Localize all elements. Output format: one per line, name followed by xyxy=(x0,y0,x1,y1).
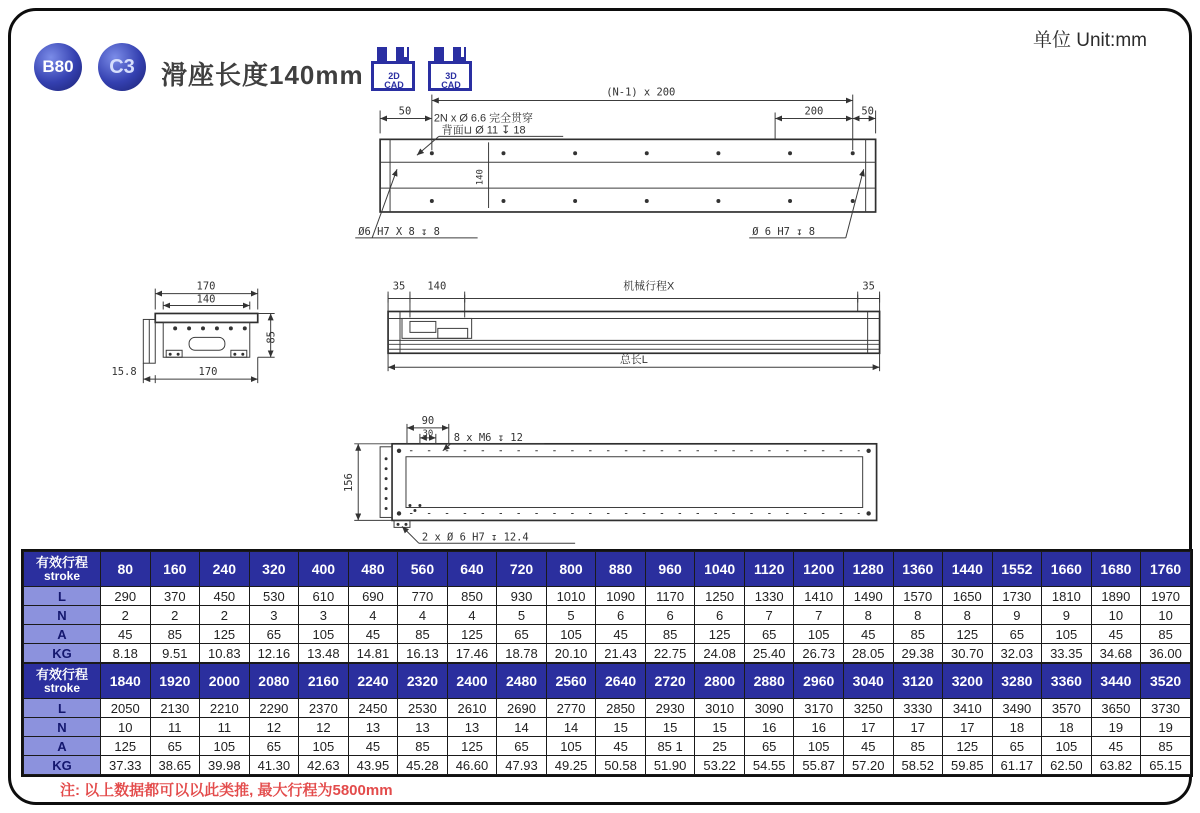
value-cell: 65 xyxy=(744,737,794,756)
stroke-value-header: 2080 xyxy=(249,664,299,699)
value-cell: 105 xyxy=(1042,625,1092,644)
value-cell: 45 xyxy=(596,625,646,644)
value-cell: 12 xyxy=(299,718,349,737)
page-title: 滑座长度140mm xyxy=(161,60,364,90)
stroke-table-2 xyxy=(23,663,1191,775)
value-cell: 770 xyxy=(398,587,448,606)
dim-35-left: 35 xyxy=(392,280,406,293)
dim-156: 156 xyxy=(343,473,356,493)
dim-200: 200 xyxy=(804,105,824,118)
stroke-value-header: 2000 xyxy=(200,664,250,699)
value-cell: 47.93 xyxy=(497,756,547,775)
value-cell: 32.03 xyxy=(992,644,1042,663)
value-cell: 14 xyxy=(546,718,596,737)
value-cell: 51.90 xyxy=(645,756,695,775)
value-cell: 10.83 xyxy=(200,644,250,663)
stroke-header-label: 有效行程 stroke xyxy=(24,664,101,699)
pin-note-bottom: 2 x Ø 6 H7 ↧ 12.4 xyxy=(421,531,529,544)
value-cell: 1170 xyxy=(645,587,695,606)
row-label: A xyxy=(24,625,101,644)
value-cell: 65 xyxy=(249,737,299,756)
value-cell: 2930 xyxy=(645,699,695,718)
value-cell: 85 xyxy=(893,625,943,644)
stroke-value-header: 1360 xyxy=(893,552,943,587)
value-cell: 12 xyxy=(249,718,299,737)
stroke-value-header: 2880 xyxy=(744,664,794,699)
value-cell: 4 xyxy=(398,606,448,625)
mech-stroke-label: 机械行程X xyxy=(623,280,675,293)
value-cell: 25 xyxy=(695,737,745,756)
series-badge: C3 xyxy=(98,43,146,91)
stroke-value-header: 1760 xyxy=(1141,552,1191,587)
value-cell: 17 xyxy=(893,718,943,737)
value-cell: 19 xyxy=(1091,718,1141,737)
stroke-value-header: 640 xyxy=(447,552,497,587)
stroke-value-header: 80 xyxy=(101,552,151,587)
stroke-value-header: 720 xyxy=(497,552,547,587)
value-cell: 17 xyxy=(843,718,893,737)
value-cell: 125 xyxy=(943,625,993,644)
stroke-value-header: 1120 xyxy=(744,552,794,587)
value-cell: 45 xyxy=(348,737,398,756)
dim-170-top: 170 xyxy=(196,280,216,293)
value-cell: 2610 xyxy=(447,699,497,718)
value-cell: 65 xyxy=(992,737,1042,756)
stroke-value-header: 1920 xyxy=(150,664,200,699)
stroke-value-header: 240 xyxy=(200,552,250,587)
value-cell: 1330 xyxy=(744,587,794,606)
stroke-value-header: 960 xyxy=(645,552,695,587)
stroke-value-header: 480 xyxy=(348,552,398,587)
value-cell: 105 xyxy=(299,737,349,756)
stroke-value-header: 320 xyxy=(249,552,299,587)
stroke-value-header: 2640 xyxy=(596,664,646,699)
value-cell: 1970 xyxy=(1141,587,1191,606)
value-cell: 125 xyxy=(695,625,745,644)
value-cell: 9.51 xyxy=(150,644,200,663)
value-cell: 3490 xyxy=(992,699,1042,718)
value-cell: 1650 xyxy=(943,587,993,606)
stroke-value-header: 2560 xyxy=(546,664,596,699)
value-cell: 1890 xyxy=(1091,587,1141,606)
stroke-value-header: 3200 xyxy=(943,664,993,699)
value-cell: 7 xyxy=(794,606,844,625)
value-cell: 530 xyxy=(249,587,299,606)
value-cell: 2 xyxy=(101,606,151,625)
value-cell: 2 xyxy=(150,606,200,625)
value-cell: 370 xyxy=(150,587,200,606)
value-cell: 26.73 xyxy=(794,644,844,663)
stroke-value-header: 400 xyxy=(299,552,349,587)
value-cell: 105 xyxy=(1042,737,1092,756)
value-cell: 1010 xyxy=(546,587,596,606)
stroke-value-header: 1552 xyxy=(992,552,1042,587)
value-cell: 125 xyxy=(200,625,250,644)
value-cell: 2450 xyxy=(348,699,398,718)
cad-3d-label: 3D CAD xyxy=(441,71,461,90)
stroke-value-header: 1200 xyxy=(794,552,844,587)
value-cell: 29.38 xyxy=(893,644,943,663)
value-cell: 85 xyxy=(398,625,448,644)
value-cell: 105 xyxy=(299,625,349,644)
value-cell: 65 xyxy=(497,737,547,756)
value-cell: 6 xyxy=(695,606,745,625)
value-cell: 11 xyxy=(150,718,200,737)
side-view-drawing xyxy=(388,279,880,372)
value-cell: 2210 xyxy=(200,699,250,718)
row-label: N xyxy=(24,718,101,737)
value-cell: 9 xyxy=(1042,606,1092,625)
value-cell: 55.87 xyxy=(794,756,844,775)
value-cell: 1090 xyxy=(596,587,646,606)
value-cell: 33.35 xyxy=(1042,644,1092,663)
value-cell: 8.18 xyxy=(101,644,151,663)
row-label: A xyxy=(24,737,101,756)
value-cell: 2770 xyxy=(546,699,596,718)
value-cell: 21.43 xyxy=(596,644,646,663)
value-cell: 2370 xyxy=(299,699,349,718)
value-cell: 1250 xyxy=(695,587,745,606)
hole-note-line1: 2N x Ø 6.6 完全贯穿 xyxy=(433,112,533,125)
value-cell: 45 xyxy=(1091,737,1141,756)
dim-170-bottom: 170 xyxy=(198,366,218,379)
stroke-value-header: 2960 xyxy=(794,664,844,699)
value-cell: 1410 xyxy=(794,587,844,606)
value-cell: 45 xyxy=(348,625,398,644)
hole-note-line2: 背面⊔ Ø 11 ↧ 18 xyxy=(441,124,526,137)
value-cell: 85 xyxy=(893,737,943,756)
value-cell: 65.15 xyxy=(1141,756,1191,775)
stroke-value-header: 3520 xyxy=(1141,664,1191,699)
value-cell: 5 xyxy=(546,606,596,625)
value-cell: 3 xyxy=(299,606,349,625)
tap-note: 8 x M6 ↧ 12 xyxy=(453,431,523,444)
row-label: KG xyxy=(24,756,101,775)
value-cell: 2130 xyxy=(150,699,200,718)
dim-140-vertical: 140 xyxy=(475,169,486,186)
stroke-value-header: 1440 xyxy=(943,552,993,587)
value-cell: 42.63 xyxy=(299,756,349,775)
stroke-value-header: 2160 xyxy=(299,664,349,699)
row-label: KG xyxy=(24,644,101,663)
value-cell: 4 xyxy=(447,606,497,625)
value-cell: 10 xyxy=(1141,606,1191,625)
stroke-value-header: 1040 xyxy=(695,552,745,587)
stroke-header-label: 有效行程 stroke xyxy=(24,552,101,587)
row-label: L xyxy=(24,587,101,606)
dim-15-8: 15.8 xyxy=(111,366,137,379)
value-cell: 13 xyxy=(447,718,497,737)
value-cell: 1810 xyxy=(1042,587,1092,606)
stroke-value-header: 2800 xyxy=(695,664,745,699)
value-cell: 59.85 xyxy=(943,756,993,775)
value-cell: 10 xyxy=(1091,606,1141,625)
value-cell: 85 xyxy=(645,625,695,644)
value-cell: 3650 xyxy=(1091,699,1141,718)
value-cell: 57.20 xyxy=(843,756,893,775)
value-cell: 3730 xyxy=(1141,699,1191,718)
value-cell: 5 xyxy=(497,606,547,625)
value-cell: 2530 xyxy=(398,699,448,718)
value-cell: 18 xyxy=(992,718,1042,737)
stroke-value-header: 1680 xyxy=(1091,552,1141,587)
value-cell: 8 xyxy=(943,606,993,625)
value-cell: 38.65 xyxy=(150,756,200,775)
footer-note: 注: 以上数据都可以以此类推, 最大行程为5800mm xyxy=(60,782,393,799)
value-cell: 34.68 xyxy=(1091,644,1141,663)
value-cell: 49.25 xyxy=(546,756,596,775)
value-cell: 8 xyxy=(893,606,943,625)
value-cell: 10 xyxy=(101,718,151,737)
stroke-value-header: 2720 xyxy=(645,664,695,699)
value-cell: 30.70 xyxy=(943,644,993,663)
value-cell: 12.16 xyxy=(249,644,299,663)
value-cell: 50.58 xyxy=(596,756,646,775)
value-cell: 15 xyxy=(645,718,695,737)
value-cell: 450 xyxy=(200,587,250,606)
datasheet-card xyxy=(8,8,1192,805)
value-cell: 24.08 xyxy=(695,644,745,663)
value-cell: 610 xyxy=(299,587,349,606)
stroke-value-header: 2400 xyxy=(447,664,497,699)
stroke-value-header: 1840 xyxy=(101,664,151,699)
value-cell: 85 xyxy=(150,625,200,644)
value-cell: 2690 xyxy=(497,699,547,718)
value-cell: 18.78 xyxy=(497,644,547,663)
value-cell: 105 xyxy=(546,625,596,644)
value-cell: 1730 xyxy=(992,587,1042,606)
value-cell: 2290 xyxy=(249,699,299,718)
stroke-value-header: 800 xyxy=(546,552,596,587)
value-cell: 45.28 xyxy=(398,756,448,775)
value-cell: 15 xyxy=(596,718,646,737)
value-cell: 65 xyxy=(150,737,200,756)
row-label: N xyxy=(24,606,101,625)
value-cell: 3170 xyxy=(794,699,844,718)
value-cell: 3090 xyxy=(744,699,794,718)
section-view-drawing xyxy=(111,281,277,384)
value-cell: 930 xyxy=(497,587,547,606)
dim-140-slide: 140 xyxy=(427,280,447,293)
value-cell: 125 xyxy=(447,625,497,644)
value-cell: 45 xyxy=(596,737,646,756)
value-cell: 690 xyxy=(348,587,398,606)
value-cell: 8 xyxy=(843,606,893,625)
value-cell: 7 xyxy=(744,606,794,625)
stroke-value-header: 3360 xyxy=(1042,664,1092,699)
value-cell: 3010 xyxy=(695,699,745,718)
value-cell: 65 xyxy=(992,625,1042,644)
value-cell: 14 xyxy=(497,718,547,737)
stroke-value-header: 3040 xyxy=(843,664,893,699)
value-cell: 3410 xyxy=(943,699,993,718)
value-cell: 105 xyxy=(794,625,844,644)
total-length-label: 总长L xyxy=(619,354,648,367)
value-cell: 6 xyxy=(596,606,646,625)
value-cell: 11 xyxy=(200,718,250,737)
value-cell: 105 xyxy=(200,737,250,756)
value-cell: 3330 xyxy=(893,699,943,718)
stroke-value-header: 560 xyxy=(398,552,448,587)
value-cell: 2050 xyxy=(101,699,151,718)
value-cell: 43.95 xyxy=(348,756,398,775)
top-view-drawing xyxy=(355,87,875,238)
value-cell: 105 xyxy=(794,737,844,756)
value-cell: 16.13 xyxy=(398,644,448,663)
value-cell: 1570 xyxy=(893,587,943,606)
value-cell: 16 xyxy=(744,718,794,737)
value-cell: 17.46 xyxy=(447,644,497,663)
value-cell: 2850 xyxy=(596,699,646,718)
value-cell: 3250 xyxy=(843,699,893,718)
stroke-value-header: 3120 xyxy=(893,664,943,699)
value-cell: 85 1 xyxy=(645,737,695,756)
dim-85: 85 xyxy=(265,331,278,344)
value-cell: 3 xyxy=(249,606,299,625)
value-cell: 63.82 xyxy=(1091,756,1141,775)
row-label: L xyxy=(24,699,101,718)
value-cell: 1490 xyxy=(843,587,893,606)
value-cell: 290 xyxy=(101,587,151,606)
dim-50-right: 50 xyxy=(861,105,874,118)
cad-2d-label: 2D CAD xyxy=(384,71,404,90)
value-cell: 2 xyxy=(200,606,250,625)
value-cell: 3570 xyxy=(1042,699,1092,718)
value-cell: 53.22 xyxy=(695,756,745,775)
value-cell: 850 xyxy=(447,587,497,606)
dim-90: 90 xyxy=(421,414,435,427)
pin-note-right: Ø 6 H7 ↧ 8 xyxy=(752,225,816,238)
value-cell: 85 xyxy=(1141,625,1191,644)
value-cell: 62.50 xyxy=(1042,756,1092,775)
value-cell: 41.30 xyxy=(249,756,299,775)
value-cell: 6 xyxy=(645,606,695,625)
value-cell: 61.17 xyxy=(992,756,1042,775)
value-cell: 125 xyxy=(943,737,993,756)
value-cell: 18 xyxy=(1042,718,1092,737)
value-cell: 25.40 xyxy=(744,644,794,663)
value-cell: 36.00 xyxy=(1141,644,1191,663)
value-cell: 37.33 xyxy=(101,756,151,775)
stroke-value-header: 1660 xyxy=(1042,552,1092,587)
stroke-value-header: 1280 xyxy=(843,552,893,587)
stroke-value-header: 3280 xyxy=(992,664,1042,699)
dim-30: 30 xyxy=(422,428,434,439)
value-cell: 14.81 xyxy=(348,644,398,663)
value-cell: 65 xyxy=(497,625,547,644)
value-cell: 65 xyxy=(744,625,794,644)
value-cell: 13.48 xyxy=(299,644,349,663)
value-cell: 15 xyxy=(695,718,745,737)
value-cell: 58.52 xyxy=(893,756,943,775)
value-cell: 45 xyxy=(843,625,893,644)
bottom-view-drawing xyxy=(343,415,876,543)
value-cell: 125 xyxy=(101,737,151,756)
value-cell: 45 xyxy=(843,737,893,756)
value-cell: 22.75 xyxy=(645,644,695,663)
stroke-value-header: 2480 xyxy=(497,664,547,699)
value-cell: 20.10 xyxy=(546,644,596,663)
stroke-value-header: 880 xyxy=(596,552,646,587)
model-badge: B80 xyxy=(34,43,82,91)
dim-span-label: (N-1) x 200 xyxy=(606,86,676,99)
value-cell: 46.60 xyxy=(447,756,497,775)
dim-50-left: 50 xyxy=(398,105,412,118)
stroke-table-1 xyxy=(23,551,1191,663)
value-cell: 85 xyxy=(1141,737,1191,756)
value-cell: 4 xyxy=(348,606,398,625)
dim-140: 140 xyxy=(196,293,216,306)
stroke-value-header: 2320 xyxy=(398,664,448,699)
value-cell: 125 xyxy=(447,737,497,756)
value-cell: 85 xyxy=(398,737,448,756)
pin-note-left: Ø6 H7 X 8 ↧ 8 xyxy=(358,225,440,238)
value-cell: 13 xyxy=(398,718,448,737)
stroke-value-header: 3440 xyxy=(1091,664,1141,699)
stroke-value-header: 160 xyxy=(150,552,200,587)
value-cell: 54.55 xyxy=(744,756,794,775)
value-cell: 13 xyxy=(348,718,398,737)
unit-label: 单位 Unit:mm xyxy=(1032,30,1147,51)
value-cell: 39.98 xyxy=(200,756,250,775)
stroke-tables xyxy=(21,549,1193,777)
value-cell: 19 xyxy=(1141,718,1191,737)
value-cell: 65 xyxy=(249,625,299,644)
value-cell: 16 xyxy=(794,718,844,737)
dim-35-right: 35 xyxy=(862,280,875,293)
value-cell: 105 xyxy=(546,737,596,756)
stroke-value-header: 2240 xyxy=(348,664,398,699)
value-cell: 17 xyxy=(943,718,993,737)
value-cell: 45 xyxy=(1091,625,1141,644)
value-cell: 9 xyxy=(992,606,1042,625)
value-cell: 28.05 xyxy=(843,644,893,663)
value-cell: 45 xyxy=(101,625,151,644)
